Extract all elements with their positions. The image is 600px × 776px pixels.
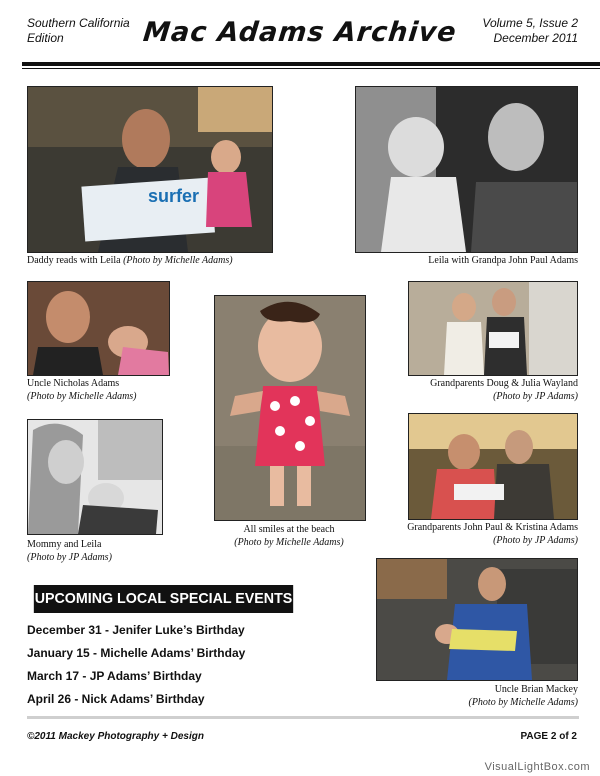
issue-date: December 2011 [493, 31, 578, 45]
caption-leila-grandpa-main: Leila with Grandpa John Paul Adams [428, 255, 578, 266]
edition-line-1: Southern California [27, 16, 130, 30]
event-item: December 31 - Jenifer Luke’s Birthday [27, 623, 245, 637]
edition-label [27, 16, 130, 46]
photo-leila-grandpa [355, 86, 578, 253]
watermark-text: VisualLightBox.com [484, 761, 590, 773]
caption-daddy-reads-main: Daddy reads with Leila [27, 255, 121, 266]
header-rule-thick [22, 62, 600, 66]
photo-doug-julia [408, 281, 578, 376]
caption-daddy-reads [27, 254, 233, 267]
footer-rule [27, 716, 579, 719]
caption-uncle-brian-main: Uncle Brian Mackey [494, 684, 578, 695]
caption-beach-credit: (Photo by Michelle Adams) [234, 537, 344, 548]
volume-text: Volume 5, Issue 2 [482, 16, 578, 30]
caption-beach [214, 523, 364, 549]
copyright-text: ©2011 Mackey Photography + Design [27, 731, 204, 742]
header-rule-thin [22, 68, 600, 69]
caption-uncle-brian [468, 683, 578, 709]
photo-beach [214, 295, 366, 521]
photo-johnpaul-kristina [408, 413, 578, 520]
caption-johnpaul-kristina-credit: (Photo by JP Adams) [493, 535, 578, 546]
magazine-title-text: surfer [148, 186, 200, 206]
caption-uncle-nicholas-main: Uncle Nicholas Adams [27, 378, 120, 389]
edition-line-2: Edition [27, 31, 64, 45]
issue-label [482, 16, 578, 46]
caption-johnpaul-kristina [407, 521, 578, 547]
caption-mommy-leila-main: Mommy and Leila [27, 539, 102, 550]
photo-uncle-nicholas [27, 281, 170, 376]
caption-leila-grandpa [428, 254, 578, 267]
event-item: January 15 - Michelle Adams’ Birthday [27, 646, 246, 660]
events-heading: UPCOMING LOCAL SPECIAL EVENTS [34, 585, 293, 613]
newsletter-title: Mac Adams Archive [141, 17, 459, 48]
photo-daddy-reads [27, 86, 273, 253]
caption-doug-julia-credit: (Photo by JP Adams) [493, 391, 578, 402]
caption-doug-julia-main: Grandparents Doug & Julia Wayland [430, 378, 578, 389]
page-number: PAGE 2 of 2 [520, 731, 577, 742]
caption-mommy-leila [27, 538, 112, 564]
photo-mommy-leila [27, 419, 163, 535]
caption-uncle-nicholas-credit: (Photo by Michelle Adams) [27, 391, 137, 402]
caption-doug-julia [430, 377, 578, 403]
photo-uncle-brian [376, 558, 578, 681]
event-item: March 17 - JP Adams’ Birthday [27, 669, 202, 683]
event-item: April 26 - Nick Adams’ Birthday [27, 692, 205, 706]
caption-uncle-brian-credit: (Photo by Michelle Adams) [468, 697, 578, 708]
caption-johnpaul-kristina-main: Grandparents John Paul & Kristina Adams [407, 522, 578, 533]
caption-beach-main: All smiles at the beach [243, 524, 335, 535]
caption-daddy-reads-credit: (Photo by Michelle Adams) [123, 255, 233, 266]
caption-mommy-leila-credit: (Photo by JP Adams) [27, 552, 112, 563]
caption-uncle-nicholas [27, 377, 137, 403]
